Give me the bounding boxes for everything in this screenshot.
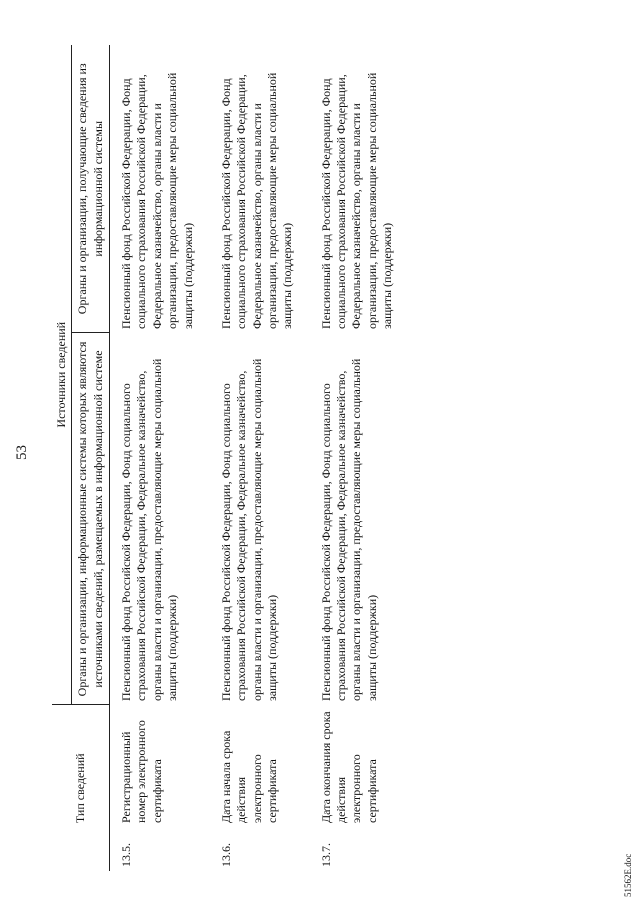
table-row (110, 45, 210, 871)
row-recipients: Пенсионный фонд Российской Федерации, Фонд социального страхования Российской Федерации, Федеральное казначейство, органы власти и организации, предоставляющие меры социальной защиты (поддержки) (119, 72, 195, 329)
header-sources-group: Источники сведений (52, 45, 72, 705)
row-number: 13.6. (218, 843, 233, 867)
row-type: Дата начала срока действия электронного сертификата (218, 730, 279, 823)
footer-filename: 51562E.doc (623, 853, 633, 897)
table-row (310, 45, 410, 871)
row-number: 13.5. (119, 843, 134, 867)
row-sources: Пенсионный фонд Российской Федерации, Фонд социального страхования Российской Федерации, Федеральное казначейство, органы власти и организации, предоставляющие меры социальной защиты (поддержки) (218, 358, 279, 701)
row-sources: Пенсионный фонд Российской Федерации, Фонд социального страхования Российской Федерации, Федеральное казначейство, органы власти и организации, предоставляющие меры социальной защиты (поддержки) (119, 358, 180, 701)
row-number: 13.7. (318, 843, 333, 867)
table-header (52, 45, 110, 871)
header-sources: Органы и организации, информационные системы которых являются источниками сведений, размещаемых в информационной системе (72, 333, 110, 705)
row-recipients: Пенсионный фонд Российской Федерации, Фонд социального страхования Российской Федерации, Федеральное казначейство, органы власти и организации, предоставляющие меры социальной защиты (поддержки) (218, 72, 295, 329)
data-table (52, 45, 409, 871)
table-row (210, 45, 310, 871)
row-type: Регистрационный номер электронного сертификата (119, 720, 164, 823)
row-type: Дата окончания срока действия электронного сертификата (318, 711, 379, 823)
page-number: 53 (14, 445, 30, 460)
row-sources: Пенсионный фонд Российской Федерации, Фонд социального страхования Российской Федерации, Федеральное казначейство, органы власти и организации, предоставляющие меры социальной защиты (поддержки) (318, 358, 379, 701)
row-recipients: Пенсионный фонд Российской Федерации, Фонд социального страхования Российской Федерации, Федеральное казначейство, органы власти и организации, предоставляющие меры социальной защиты (поддержки) (318, 72, 395, 329)
header-recipients: Органы и организации, получающие сведения из информационной системы (72, 45, 110, 333)
header-type: Тип сведений (52, 705, 110, 871)
